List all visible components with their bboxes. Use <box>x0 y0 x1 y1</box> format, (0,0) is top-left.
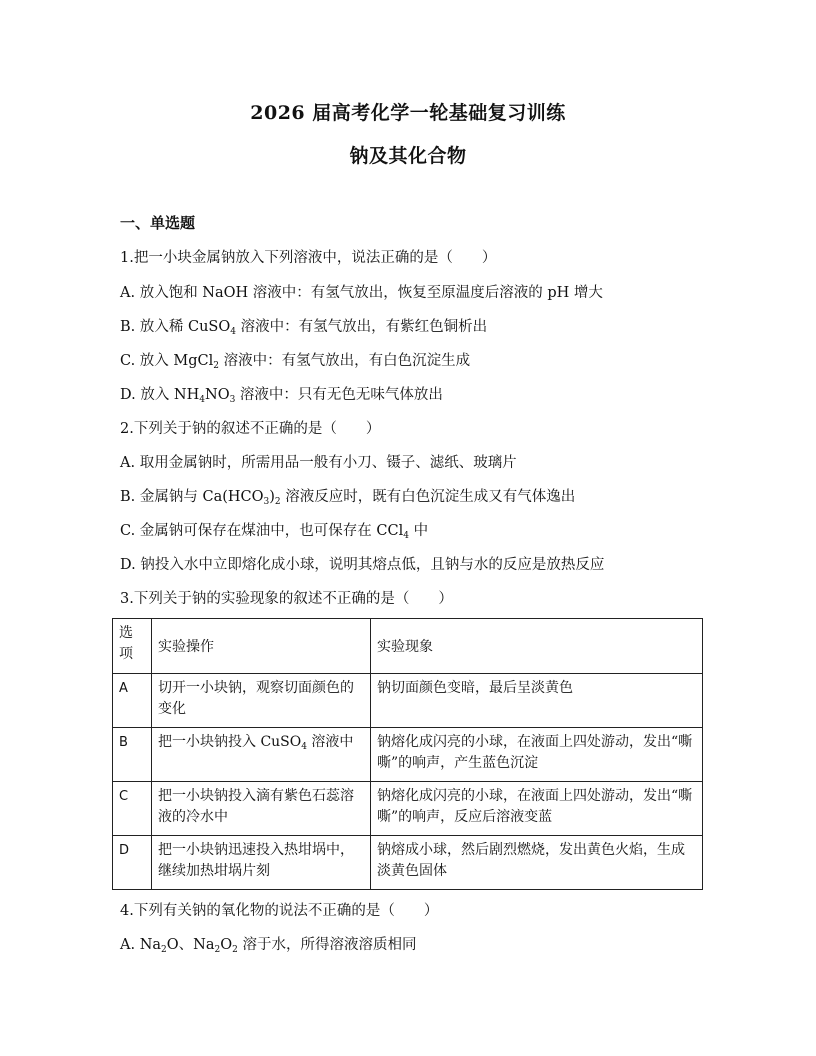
document-title: 2026 届高考化学一轮基础复习训练 <box>250 102 566 124</box>
row-option: C <box>113 782 152 836</box>
row-operation: 把一小块钠投入 CuSO$_4$ 溶液中 <box>152 728 371 782</box>
row-phenomenon: 钠熔成小球，然后剧烈燃烧，发出黄色火焰，生成淡黄色固体 <box>371 836 703 890</box>
table-row <box>113 836 703 890</box>
q3-stem: 3.下列关于钠的实验现象的叙述不正确的是（ ） <box>120 591 453 607</box>
table-row <box>113 782 703 836</box>
header-operation: 实验操作 <box>152 619 371 674</box>
document-subtitle: 钠及其化合物 <box>349 145 467 167</box>
section-heading: 一、单选题 <box>120 214 196 232</box>
q2-option-a: A. 取用金属钠时，所需用品一般有小刀、镊子、滤纸、玻璃片 <box>120 455 517 471</box>
header-phenomenon: 实验现象 <box>371 619 703 674</box>
row-operation: 把一小块钠迅速投入热坩埚中，继续加热坩埚片刻 <box>152 836 371 890</box>
q1-stem: 1.把一小块金属钠放入下列溶液中，说法正确的是（ ） <box>120 250 497 266</box>
row-option: D <box>113 836 152 890</box>
q2-option-d: D. 钠投入水中立即熔化成小球，说明其熔点低，且钠与水的反应是放热反应 <box>120 557 605 573</box>
row-phenomenon: 钠切面颜色变暗，最后呈淡黄色 <box>371 674 703 728</box>
row-phenomenon: 钠熔化成闪亮的小球，在液面上四处游动，发出“嘶嘶”的响声，反应后溶液变蓝 <box>371 782 703 836</box>
row-operation: 把一小块钠投入滴有紫色石蕊溶液的冷水中 <box>152 782 371 836</box>
row-option: B <box>113 728 152 782</box>
q4-stem: 4.下列有关钠的氧化物的说法不正确的是（ ） <box>120 903 439 919</box>
q1-option-b: B. 放入稀 CuSO$_4$ 溶液中：有氢气放出，有紫红色铜析出 <box>120 319 488 337</box>
q2-option-b: B. 金属钠与 $Ca(HCO_3)_2$ 溶液反应时，既有白色沉淀生成又有气体逸出 <box>120 489 576 507</box>
q1-option-c: C. 放入 MgCl$_2$ 溶液中：有氢气放出，有白色沉淀生成 <box>120 353 471 371</box>
q2-stem: 2.下列关于钠的叙述不正确的是（ ） <box>120 421 381 437</box>
q3-table <box>112 618 703 890</box>
header-option: 选 项 <box>113 619 152 674</box>
row-operation: 切开一小块钠，观察切面颜色的变化 <box>152 674 371 728</box>
row-phenomenon: 钠熔化成闪亮的小球，在液面上四处游动，发出“嘶嘶”的响声，产生蓝色沉淀 <box>371 728 703 782</box>
q1-option-a: A. 放入饱和 NaOH 溶液中：有氢气放出，恢复至原温度后溶液的 pH 增大 <box>120 285 603 301</box>
row-option: A <box>113 674 152 728</box>
table-header-row <box>113 619 703 674</box>
q4-option-a: A. $Na_2O$、$Na_2O_2$ 溶于水，所得溶液溶质相同 <box>120 937 417 955</box>
table-row <box>113 728 703 782</box>
q2-option-c: C. 金属钠可保存在煤油中，也可保存在 CCl$_4$ 中 <box>120 523 429 541</box>
table-row <box>113 674 703 728</box>
q1-option-d: D. 放入 $NH_4NO_3$ 溶液中：只有无色无味气体放出 <box>120 387 443 405</box>
